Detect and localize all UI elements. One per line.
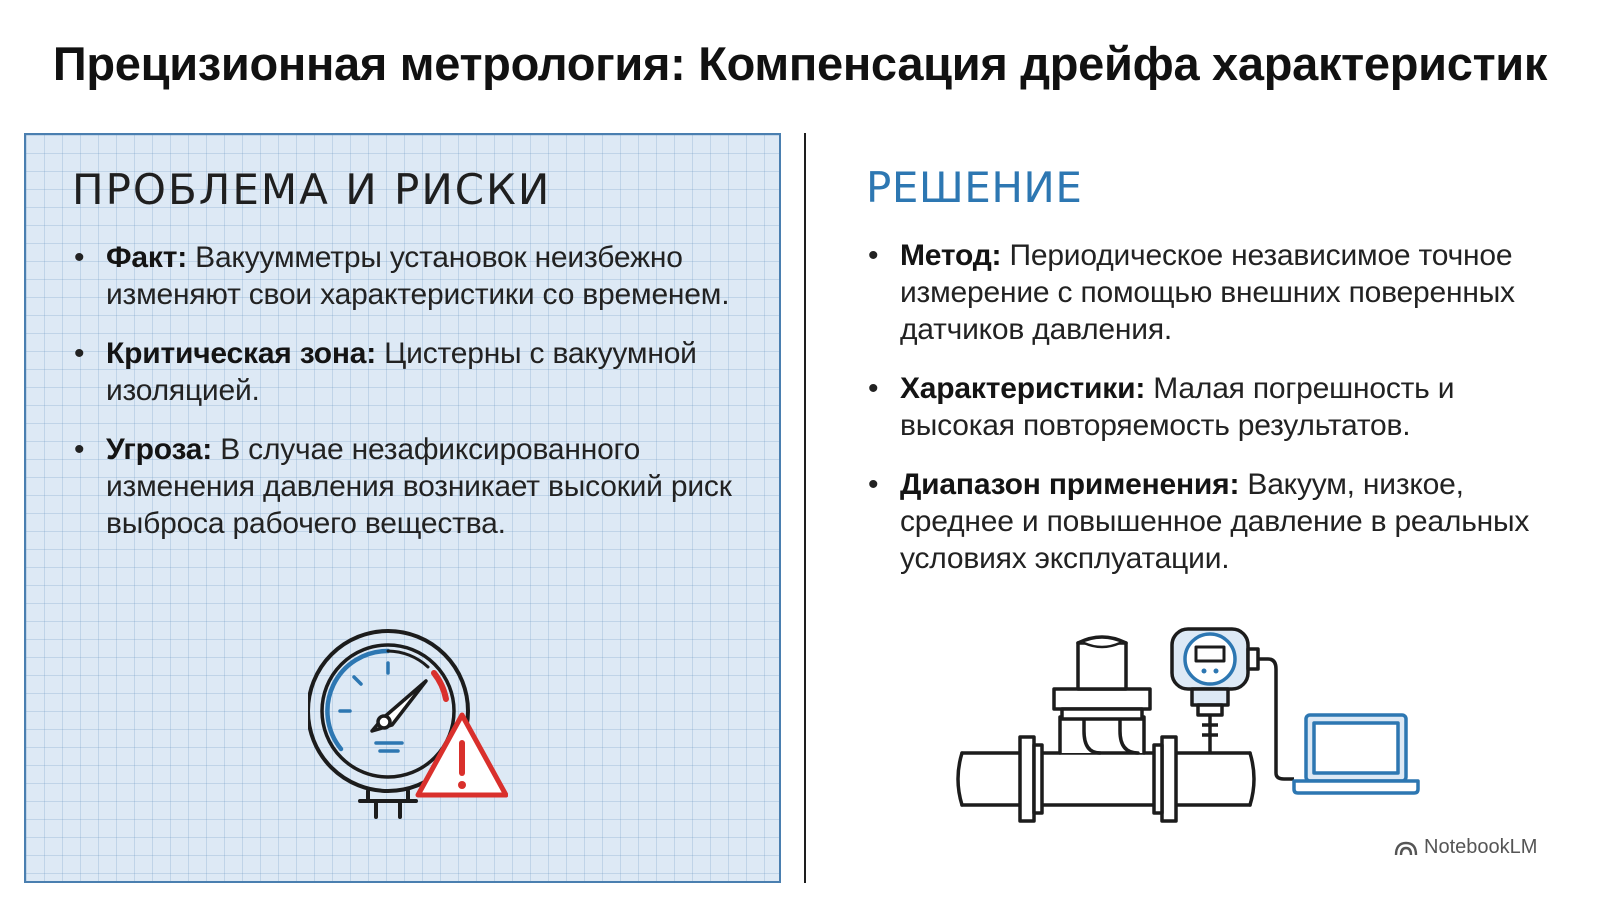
solution-panel	[830, 133, 1590, 883]
solution-list	[866, 237, 1566, 599]
problem-panel	[24, 133, 781, 883]
problem-item-threat	[72, 431, 752, 542]
notebooklm-logo-icon	[1394, 839, 1418, 857]
bullet-text: Вакуум, низкое, среднее и повышенное давление в реальных условиях эксплуатации.	[900, 468, 1530, 575]
bullet-text: Периодическое независимое точное измерение с помощью внешних поверенных датчиков давления.	[900, 239, 1515, 346]
bullet-label: Угроза:	[106, 433, 213, 466]
solution-item-characteristics	[866, 370, 1566, 444]
solution-item-method	[866, 237, 1566, 348]
bullet-label: Характеристики:	[900, 372, 1146, 405]
column-divider	[804, 133, 806, 883]
bullet-text: Вакуумметры установок неизбежно изменяют свои характеристики со временем.	[106, 241, 730, 311]
laptop-icon	[1294, 715, 1418, 793]
bullet-label: Факт:	[106, 241, 187, 274]
bullet-text: Цистерны с вакуумной изоляцией.	[106, 337, 697, 407]
gauge-warning-illustration	[308, 625, 508, 825]
problem-heading: ПРОБЛЕМА И РИСКИ	[72, 165, 552, 214]
bullet-label: Диапазон применения:	[900, 468, 1240, 501]
pipeline-sensor-illustration	[950, 613, 1420, 843]
page-title: Прецизионная метрология: Компенсация дрейфа характеристик	[52, 37, 1548, 90]
problem-item-fact	[72, 239, 752, 313]
solution-heading: РЕШЕНИЕ	[866, 163, 1083, 212]
solution-item-range	[866, 466, 1566, 577]
bullet-text: Малая погрешность и высокая повторяемость результатов.	[900, 372, 1455, 442]
bullet-label: Критическая зона:	[106, 337, 377, 370]
bullet-text: В случае незафиксированного изменения давления возникает высокий риск выброса рабочего вещества.	[106, 433, 732, 540]
warning-triangle-icon	[418, 715, 506, 795]
pressure-transmitter-icon	[1172, 629, 1294, 779]
problem-list	[72, 239, 752, 564]
bullet-label: Метод:	[900, 239, 1002, 272]
brand-name: NotebookLM	[1424, 836, 1538, 858]
brand-watermark	[1394, 836, 1537, 859]
problem-item-critical-zone	[72, 335, 752, 409]
